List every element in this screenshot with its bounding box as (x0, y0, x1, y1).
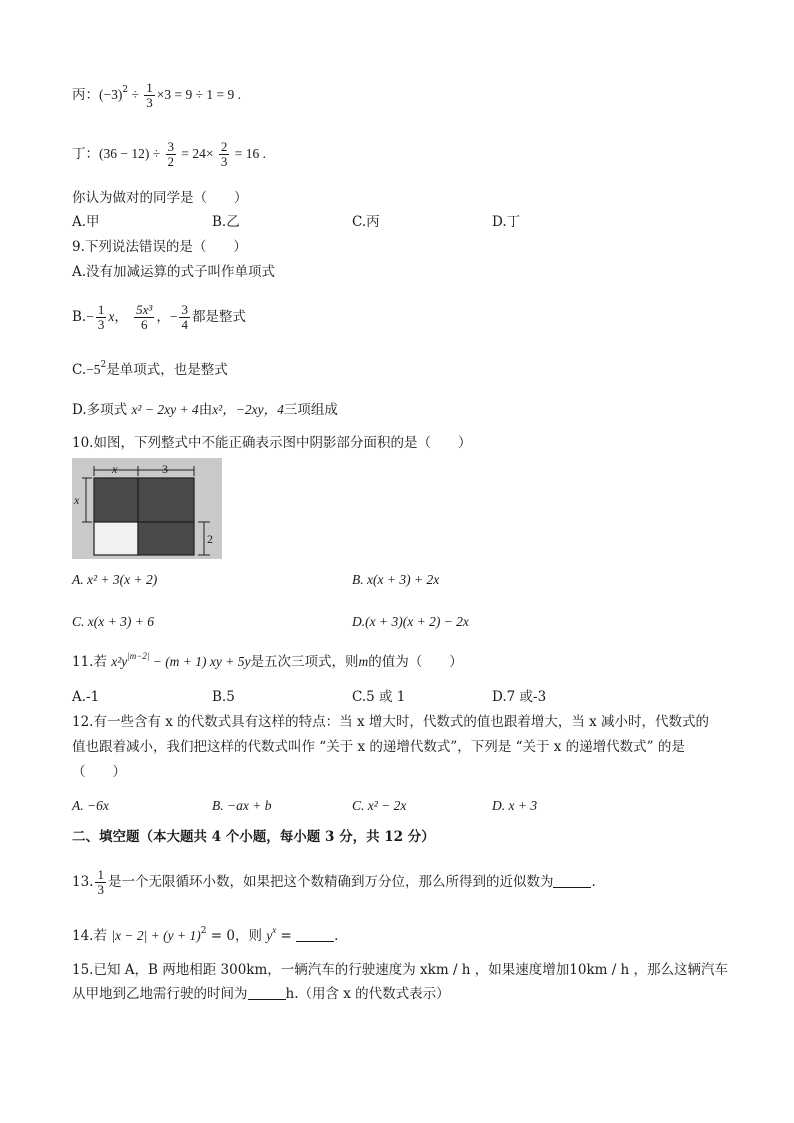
ding-fraction-1: $\frac{3}{2}$ (167, 139, 175, 169)
q10-option-a[interactable]: A. x² + 3(x + 2) (72, 572, 158, 587)
section-2-heading: 二、填空题（本大题共 4 个小题，每小题 3 分，共 12 分） (72, 829, 435, 845)
q11-option-c[interactable]: C.5 或 1 (352, 689, 406, 705)
ding-fraction-2: $\frac{2}{3}$ (220, 139, 228, 169)
q12-line-2: 值也跟着减小，我们把这样的代数式叫作 “关于 x 的递增代数式”，下列是 “关于 x 的递增代数式” 的是 (72, 739, 685, 755)
q9-option-d[interactable]: D.多项式 x² − 2xy + 4由x²，−2xy，4三项组成 (72, 402, 338, 418)
bing-line (72, 80, 241, 110)
ding-mid: = 24× (178, 146, 217, 161)
q8-option-d[interactable]: D.丁 (492, 214, 521, 230)
ding-label: 丁： (72, 146, 99, 162)
q8-prompt: 你认为做对的同学是（ ） (72, 190, 248, 206)
q11-option-a[interactable]: A.-1 (72, 689, 100, 705)
q9-b-fraction-3: $\frac{3}{4}$ (181, 302, 188, 332)
q8-option-c[interactable]: C.丙 (352, 214, 380, 230)
bing-div: ÷ (128, 87, 143, 102)
q9-b-fraction-2: $\frac{\text{5x³}}{6}$ (136, 302, 153, 332)
bing-expr: (−3) (99, 87, 123, 102)
q12-option-a[interactable]: A. −6x (72, 798, 109, 813)
q10-figure-label-x-left: x (74, 493, 80, 507)
bing-label: 丙： (72, 87, 99, 103)
ding-tail: = 16 . (231, 146, 266, 161)
q8-option-a[interactable]: A.甲 (72, 214, 100, 230)
q13-fraction: $\frac{1}{3}$ (97, 867, 104, 897)
q15-line-2: 从甲地到乙地需行驶的时间为 h.（用含 x 的代数式表示） (72, 986, 450, 1002)
q12-option-b[interactable]: B. −ax + b (212, 798, 272, 813)
q9-b-fraction-1: $\frac{1}{3}$ (97, 302, 105, 332)
q10-option-b[interactable]: B. x(x + 3) + 2x (352, 572, 440, 587)
q10-option-d[interactable]: D.(x + 3)(x + 2) − 2x (352, 614, 469, 629)
q12-option-c[interactable]: C. x² − 2x (352, 798, 407, 813)
q14-question: 14.若 $|x - 2| + (y + 1)^2 = 0$，则 $y^x$ = . (72, 925, 339, 944)
q9-option-a[interactable]: A.没有加减运算的式子叫作单项式 (72, 264, 276, 280)
q11-option-d[interactable]: D.7 或-3 (492, 689, 547, 705)
bing-exp: 2 (122, 85, 129, 95)
q10-prompt: 10.如图，下列整式中不能正确表示图中阴影部分面积的是（ ） (72, 435, 472, 451)
q10-figure-label-x-top: x (112, 462, 118, 476)
q10-figure-label-3: 3 (162, 462, 168, 476)
q8-option-b[interactable]: B.乙 (212, 214, 240, 230)
q10-area-figure (72, 458, 222, 559)
q12-option-d[interactable]: D. x + 3 (492, 798, 538, 813)
q12-line-1: 12.有一些含有 x 的代数式具有这样的特点：当 x 增大时，代数式的值也跟着增大，当 x 减小时，代数式的 (72, 714, 710, 730)
ding-expr: (36 − 12) ÷ (99, 146, 164, 161)
q10-option-c[interactable]: C. x(x + 3) + 6 (72, 614, 154, 629)
q11-option-b[interactable]: B.5 (212, 689, 235, 705)
q9-option-b[interactable]: B.− $\frac{1}{3}$ x， $\frac{\text{5x³}}{6}$ ，− $\frac{3}{4}$ 都是整式 (72, 302, 246, 332)
q13-question: 13. $\frac{1}{3}$ 是一个无限循环小数，如果把这个数精确到万分位，那么所得到的近似数为 . (72, 867, 596, 897)
q13-answer-blank[interactable] (553, 873, 591, 888)
q11-prompt: 11.若 $x^2y^{|m-2|} - (m + 1)$ xy + 5y是五次三项式，则m的值为（ ） (72, 651, 463, 670)
q15-line-1: 15.已知 A，B 两地相距 300km，一辆汽车的行驶速度为 xkm / h ，如果速度增加10km / h ，那么这辆汽车 (72, 962, 729, 978)
q9-prompt: 9.下列说法错误的是（ ） (72, 239, 247, 255)
bing-tail: ×3 = 9 ÷ 1 = 9 . (156, 87, 242, 102)
q14-answer-blank[interactable] (296, 927, 334, 942)
ding-line (72, 139, 266, 169)
bing-fraction: $\frac{1}{3}$ (146, 80, 153, 110)
q10-figure-label-2: 2 (207, 532, 213, 546)
q9-option-c[interactable]: $C.-5^2$是单项式，也是整式 (72, 360, 228, 378)
q12-line-3: （ ） (72, 764, 126, 780)
q15-answer-blank[interactable] (248, 985, 286, 1000)
